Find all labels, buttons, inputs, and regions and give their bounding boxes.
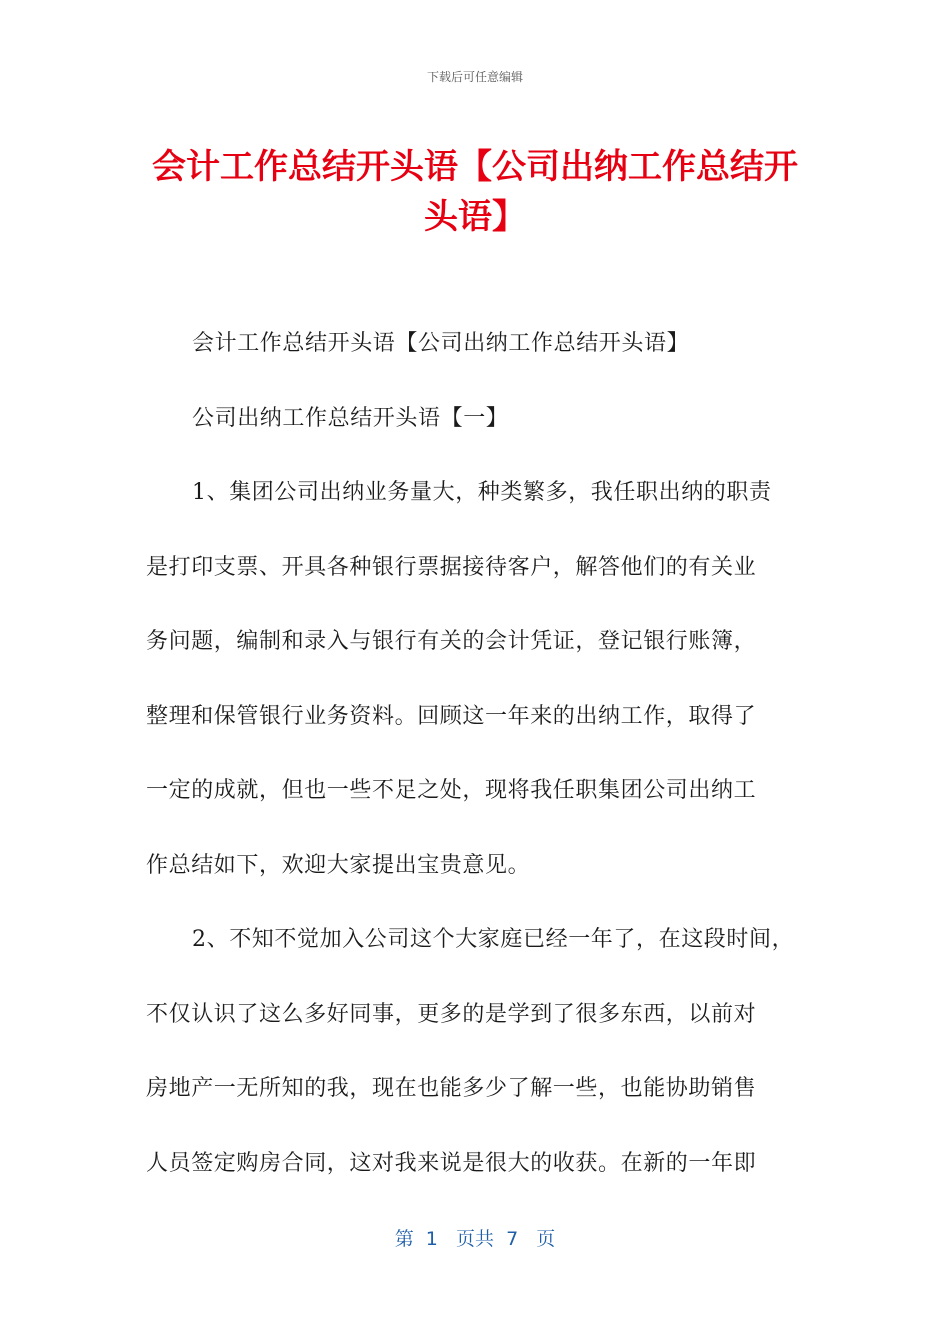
document-body (146, 320, 806, 1214)
paragraph-line: 务问题，编制和录入与银行有关的会计凭证，登记银行账簿， (146, 629, 757, 654)
paragraph-line: 会计工作总结开头语【公司出纳工作总结开头语】 (192, 331, 690, 356)
paragraph-line: 整理和保管银行业务资料。回顾这一年来的出纳工作，取得了 (146, 703, 757, 729)
page-number-footer: 第 1 页共 7 页 (394, 1228, 556, 1250)
document-title: 会计工作总结开头语【公司出纳工作总结开头语】 (152, 147, 798, 237)
paragraph-line: 不仅认识了这么多好同事，更多的是学到了很多东西，以前对 (146, 1001, 757, 1027)
paragraph-line: 房地产一无所知的我，现在也能多少了解一些，也能协助销售 (146, 1076, 757, 1101)
header-note: 下载后可任意编辑 (426, 70, 523, 84)
paragraph-line: 作总结如下，欢迎大家提出宝贵意见。 (146, 852, 531, 878)
paragraph-line: 人员签定购房合同，这对我来说是很大的收获。在新的一年即 (146, 1150, 757, 1176)
paragraph-line: 1、集团公司出纳业务量大，种类繁多，我任职出纳的职责 (192, 480, 772, 505)
paragraph-line: 是打印支票、开具各种银行票据接待客户，解答他们的有关业 (146, 554, 757, 580)
paragraph-line: 公司出纳工作总结开头语【一】 (192, 405, 509, 431)
paragraph-line: 2、不知不觉加入公司这个大家庭已经一年了，在这段时间， (192, 927, 795, 952)
paragraph-line: 一定的成就，但也一些不足之处，现将我任职集团公司出纳工 (146, 778, 757, 803)
